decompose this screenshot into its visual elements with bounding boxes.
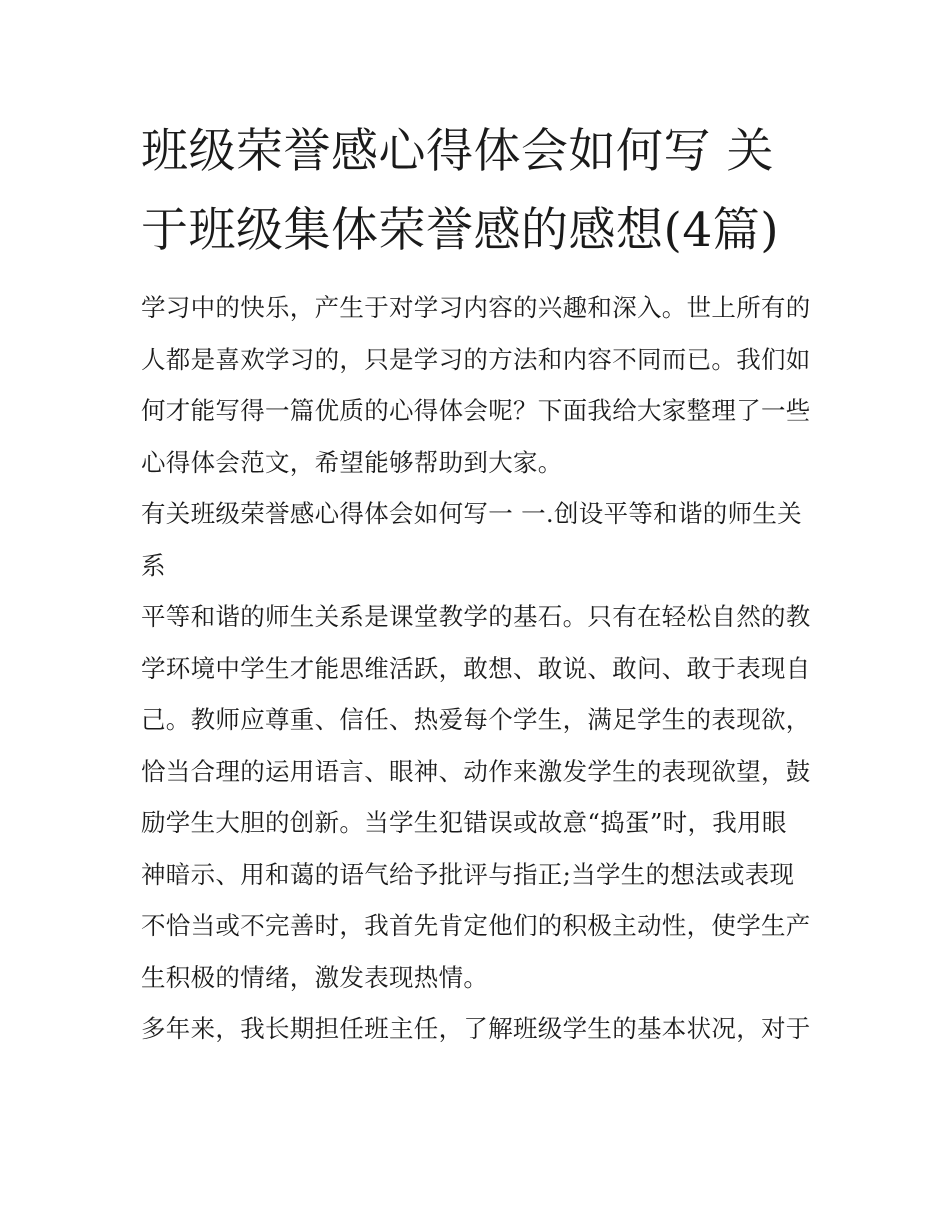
document-page: [141, 112, 811, 1055]
paragraph-intro: 学习中的快乐，产生于对学习内容的兴趣和深入。世上所有的人都是喜欢学习的，只是学习的方法和内容不同而已。我们如何才能写得一篇优质的心得体会呢？下面我给大家整理了一些心得体会范文，希望能够帮助到大家。: [141, 293, 811, 477]
document-title: 班级荣誉感心得体会如何写 关于班级集体荣誉感的感想(4篇): [141, 124, 780, 258]
paragraph-relationship: 平等和谐的师生关系是课堂教学的基石。只有在轻松自然的教学环境中学生才能思维活跃，敢想、敢说、敢问、敢于表现自己。教师应尊重、信任、热爱每个学生，满足学生的表现欲，恰当合理的运用语言、眼神、动作来激发学生的表现欲望，鼓励学生大胆的创新。当学生犯错误或故意“捣蛋”时，我用眼神暗示、用和蔼的语气给予批评与指正;当学生的想法或表现不恰当或不完善时，我首先肯定他们的积极主动性，使学生产生积极的情绪，激发表现热情。: [141, 602, 811, 992]
paragraph-class-teacher: 多年来，我长期担任班主任，了解班级学生的基本状况，对于: [141, 1014, 811, 1043]
section-heading: 有关班级荣誉感心得体会如何写一 一.创设平等和谐的师生关系: [141, 499, 802, 580]
